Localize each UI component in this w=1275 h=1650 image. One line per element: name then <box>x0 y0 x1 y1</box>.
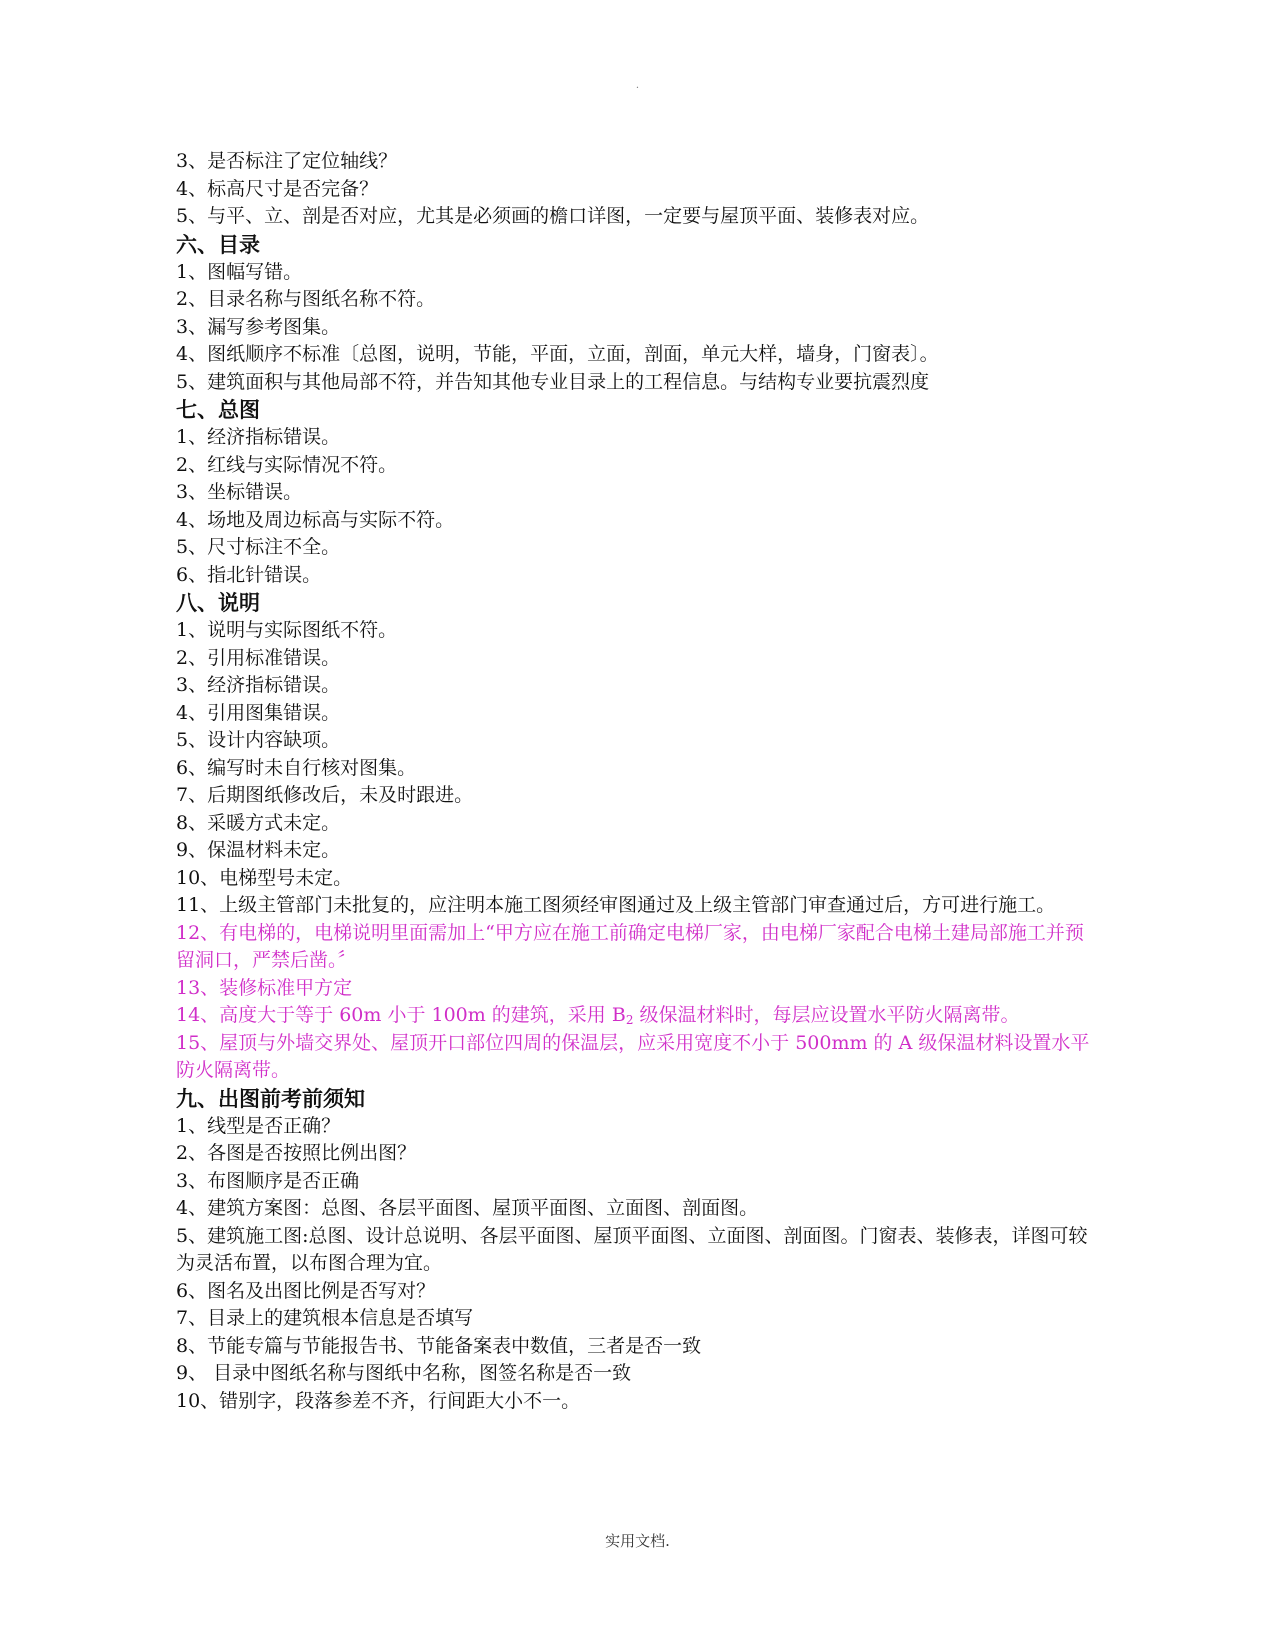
section-title: 七、总图 <box>176 398 260 422</box>
list-item-text: 4、引用图集错误。 <box>176 701 341 724</box>
list-item-text: 9、 目录中图纸名称与图纸中名称，图签名称是否一致 <box>176 1362 632 1384</box>
list-item-text-continued: 级保温材料时，每层应设置水平防火隔离带。 <box>633 1004 1020 1026</box>
list-item-text: 2、各图是否按照比例出图？ <box>176 1142 417 1164</box>
list-item <box>176 700 1096 728</box>
list-item <box>176 1305 1096 1333</box>
list-item-text: 7、后期图纸修改后，未及时跟进。 <box>176 784 474 806</box>
list-item <box>176 1002 1096 1030</box>
list-item <box>176 534 1096 562</box>
list-item <box>176 1140 1096 1168</box>
list-item <box>176 1195 1096 1223</box>
list-item-text: 9、保温材料未定。 <box>176 839 341 861</box>
list-item-text: 1、图幅写错。 <box>176 260 303 283</box>
list-item-text: 10、错别字，段落参差不齐，行间距大小不一。 <box>176 1389 581 1412</box>
list-item <box>176 341 1096 369</box>
list-item-text: 3、漏写参考图集。 <box>176 315 341 338</box>
list-item-text: 8、节能专篇与节能报告书、节能备案表中数值，三者是否一致 <box>176 1334 702 1357</box>
list-item-text: 3、坐标错误。 <box>176 481 303 503</box>
list-item <box>176 1360 1096 1388</box>
list-item <box>176 562 1096 590</box>
list-item-text: 6、图名及出图比例是否写对？ <box>176 1279 436 1302</box>
section-title: 八、说明 <box>176 591 260 615</box>
subscript: 2 <box>625 1013 634 1027</box>
list-item <box>176 314 1096 342</box>
list-item <box>176 920 1096 975</box>
list-item <box>176 975 1096 1003</box>
list-item <box>176 1113 1096 1141</box>
list-item <box>176 837 1096 865</box>
list-item-text: 5、尺寸标注不全。 <box>176 536 341 558</box>
header-mark: . <box>635 80 640 91</box>
list-item <box>176 1168 1096 1196</box>
list-item <box>176 1388 1096 1416</box>
list-item-text: 15、屋顶与外墙交界处、屋顶开口部位四周的保温层，应采用宽度不小于 500mm 的 A 级保温材料设置水平防火隔离带。 <box>176 1031 1090 1081</box>
list-item-text: 7、目录上的建筑根本信息是否填写 <box>176 1307 474 1329</box>
list-item <box>176 865 1096 893</box>
section <box>176 396 1096 589</box>
list-item-text: 11、上级主管部门未批复的，应注明本施工图须经审图通过及上级主管部门审查通过后，方可进行施工。 <box>176 894 1056 916</box>
section <box>176 589 1096 1085</box>
list-item-text: 5、与平、立、剖是否对应，尤其是必须画的檐口详图，一定要与屋顶平面、装修表对应。 <box>176 205 930 227</box>
document-body <box>176 148 1096 1415</box>
list-item <box>176 452 1096 480</box>
list-item <box>176 892 1096 920</box>
list-item <box>176 286 1096 314</box>
list-item-text: 14、高度大于等于 60m 小于 100m 的建筑，采用 B <box>176 1004 626 1026</box>
list-item <box>176 203 1096 231</box>
list-item <box>176 1223 1096 1278</box>
list-item <box>176 369 1096 397</box>
list-item <box>176 259 1096 287</box>
list-item <box>176 727 1096 755</box>
list-item <box>176 176 1096 204</box>
list-item-text: 12、有电梯的，电梯说明里面需加上“甲方应在施工前确定电梯厂家，由电梯厂家配合电梯土建局部施工并预留洞口，严禁后凿。〞 <box>176 921 1084 971</box>
list-item <box>176 810 1096 838</box>
list-item-text: 3、经济指标错误。 <box>176 674 341 696</box>
list-item <box>176 1278 1096 1306</box>
list-item-text: 5、设计内容缺项。 <box>176 729 341 751</box>
list-item <box>176 645 1096 673</box>
list-item-text: 2、目录名称与图纸名称不符。 <box>176 288 436 310</box>
list-item <box>176 1333 1096 1361</box>
list-item-text: 13、装修标准甲方定 <box>176 976 353 999</box>
section <box>176 1085 1096 1416</box>
list-item-text: 5、建筑面积与其他局部不符，并告知其他专业目录上的工程信息。与结构专业要抗震烈度 <box>176 370 930 393</box>
continuation-list <box>176 148 1096 231</box>
list-item-text: 6、指北针错误。 <box>176 563 322 586</box>
section-title: 六、目录 <box>176 232 260 257</box>
page-footer: 实用文档. <box>605 1532 670 1550</box>
list-item <box>176 479 1096 507</box>
list-item-text: 4、场地及周边标高与实际不符。 <box>176 508 455 531</box>
list-item <box>176 148 1096 176</box>
list-item <box>176 782 1096 810</box>
list-item-text: 4、图纸顺序不标准〔总图，说明，节能，平面，立面，剖面，单元大样，墙身，门窗表〕。 <box>176 343 939 365</box>
list-item-text: 4、建筑方案图：总图、各层平面图、屋顶平面图、立面图、剖面图。 <box>176 1197 759 1219</box>
list-item-text: 6、编写时未自行核对图集。 <box>176 756 417 779</box>
list-item-text: 5、建筑施工图:总图、设计总说明、各层平面图、屋顶平面图、立面图、剖面图。门窗表、装修表，详图可较为灵活布置，以布图合理为宜。 <box>176 1224 1088 1274</box>
list-item <box>176 672 1096 700</box>
list-item-text: 1、说明与实际图纸不符。 <box>176 619 398 641</box>
list-item-text: 2、红线与实际情况不符。 <box>176 453 398 476</box>
list-item <box>176 507 1096 535</box>
section <box>176 231 1096 397</box>
list-item-text: 3、布图顺序是否正确 <box>176 1169 360 1192</box>
list-item-text: 4、标高尺寸是否完备？ <box>176 177 379 200</box>
list-item-text: 8、采暖方式未定。 <box>176 811 341 834</box>
list-item <box>176 424 1096 452</box>
list-item-text: 2、引用标准错误。 <box>176 646 341 669</box>
section-title: 九、出图前考前须知 <box>176 1086 365 1111</box>
list-item-text: 3、是否标注了定位轴线？ <box>176 150 398 172</box>
list-item <box>176 617 1096 645</box>
list-item <box>176 755 1096 783</box>
list-item-text: 1、经济指标错误。 <box>176 426 341 448</box>
list-item-text: 10、电梯型号未定。 <box>176 866 353 889</box>
list-item <box>176 1030 1096 1085</box>
list-item-text: 1、线型是否正确？ <box>176 1114 341 1137</box>
